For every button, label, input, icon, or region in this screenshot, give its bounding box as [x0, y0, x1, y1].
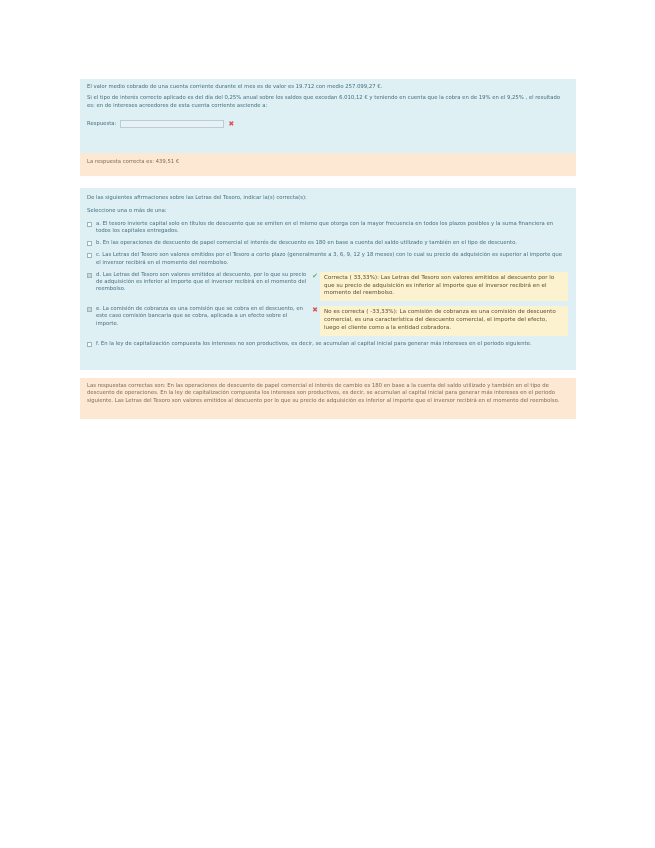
select-prompt: Seleccione una o más de una:: [87, 208, 167, 215]
checkbox[interactable]: [87, 342, 92, 347]
question-1-panel: [80, 79, 576, 158]
option-c-text: c. Las Letras del Tesoro son valores emitidos por el Tesoro a corto plazo (generalmente a 3, 6, 9, 12 y 18 meses) con lo cual su precio de adquisición es superior al importe que el inversor recibirá en el momento del reembolso.: [96, 252, 563, 266]
checkbox[interactable]: [87, 241, 92, 246]
question-2-correct-answers: Las respuestas correctas son: En las operaciones de descuento de papel comercial el interés de cambio es 180 en base a la cuenta del saldo utilizado y también en el tipo de descuento de operaciones. En la ley de capitalización compuesta los intereses son productivos, es decir, se acumulan al capital inicial para generar más intereses en el periodo siguiente. Las Letras del Tesoro son valores emitidos al descuento por lo que su precio de adquisición es inferior al importe que el inversor recibirá en el momento del reembolso.: [87, 383, 560, 404]
option-a-text: a. El tesoro invierte capital solo en títulos de descuento que se emiten en el mismo que otorga con la mayor frecuencia en todos los plazos posibles y la suma financiera en todos los capitales entregados.: [96, 220, 554, 235]
option-e[interactable]: [87, 306, 569, 335]
option-b[interactable]: [87, 240, 569, 247]
question-2-intro: De las siguientes afirmaciones sobre las Letras del Tesoro, indicar la(s) correcta(s):: [87, 195, 307, 201]
option-a[interactable]: [87, 221, 569, 235]
checkbox[interactable]: [87, 307, 92, 312]
option-f-text: f. En la ley de capitalización compuesta los intereses no son productivos, es decir, se acumulan al capital inicial para generar más intereses en el periodo siguiente.: [96, 340, 532, 347]
question-1-line-1: El valor medio cobrado de una cuenta corriente durante el mes es de valor es 19.712 con medio 257.099,27 €.: [87, 84, 383, 90]
answer-label: Respuesta:: [87, 121, 117, 128]
incorrect-icon: ✖: [228, 120, 235, 129]
question-1-feedback: [80, 153, 576, 176]
checkbox[interactable]: [87, 253, 92, 258]
question-1-line-2: Si el tipo de interés correcto aplicado es del día del 0,25% anual sobre los saldos que excedan 6.010,12 € y teniendo en cuenta que la cobra en de 19% en el 9,25% , el resultado es: en de intereses acreedores de esta cuenta corriente asciende a:: [87, 95, 561, 109]
checkbox[interactable]: [87, 222, 92, 227]
question-2-feedback: [80, 378, 576, 419]
option-f[interactable]: [87, 341, 569, 348]
answer-input[interactable]: [120, 120, 224, 128]
incorrect-icon: ✖: [312, 306, 318, 315]
option-b-text: b. En las operaciones de descuento de papel comercial el interés de descuento es 180 en base a cuenta del saldo utilizado y también en el tipo de descuento.: [96, 240, 517, 247]
correct-icon: ✔: [312, 271, 318, 280]
question-2-panel: [80, 188, 576, 370]
checkbox[interactable]: [87, 273, 92, 278]
option-c[interactable]: [87, 252, 569, 266]
option-e-feedback: No es correcta ( -33,33%): La comisión de cobranza es una comisión de descuento comercial, es una característica del descuento comercial, el importe del efecto, luego el cliente como a la entidad cobradora.: [320, 306, 568, 335]
option-d-text: d. Las Letras del Tesoro son valores emitidos al descuento, por lo que su precio de adquisición es inferior al importe que el inversor recibirá en el momento del reembolso.: [96, 271, 307, 293]
option-e-text: e. La comisión de cobranza es una comisión que se cobra en el descuento, en este caso comisión bancaria que se cobra, aplicada a un efecto sobre el importe.: [96, 306, 304, 327]
answer-row: [87, 120, 569, 128]
option-d[interactable]: [87, 272, 569, 301]
question-1-correct-answer: La respuesta correcta es: 439,51 €: [87, 159, 180, 165]
option-d-feedback: Correcta ( 33,33%): Las Letras del Tesoro son valores emitidos al descuento por lo que su precio de adquisición es inferior al importe que el inversor recibirá en el momento del reembolso.: [320, 272, 568, 301]
